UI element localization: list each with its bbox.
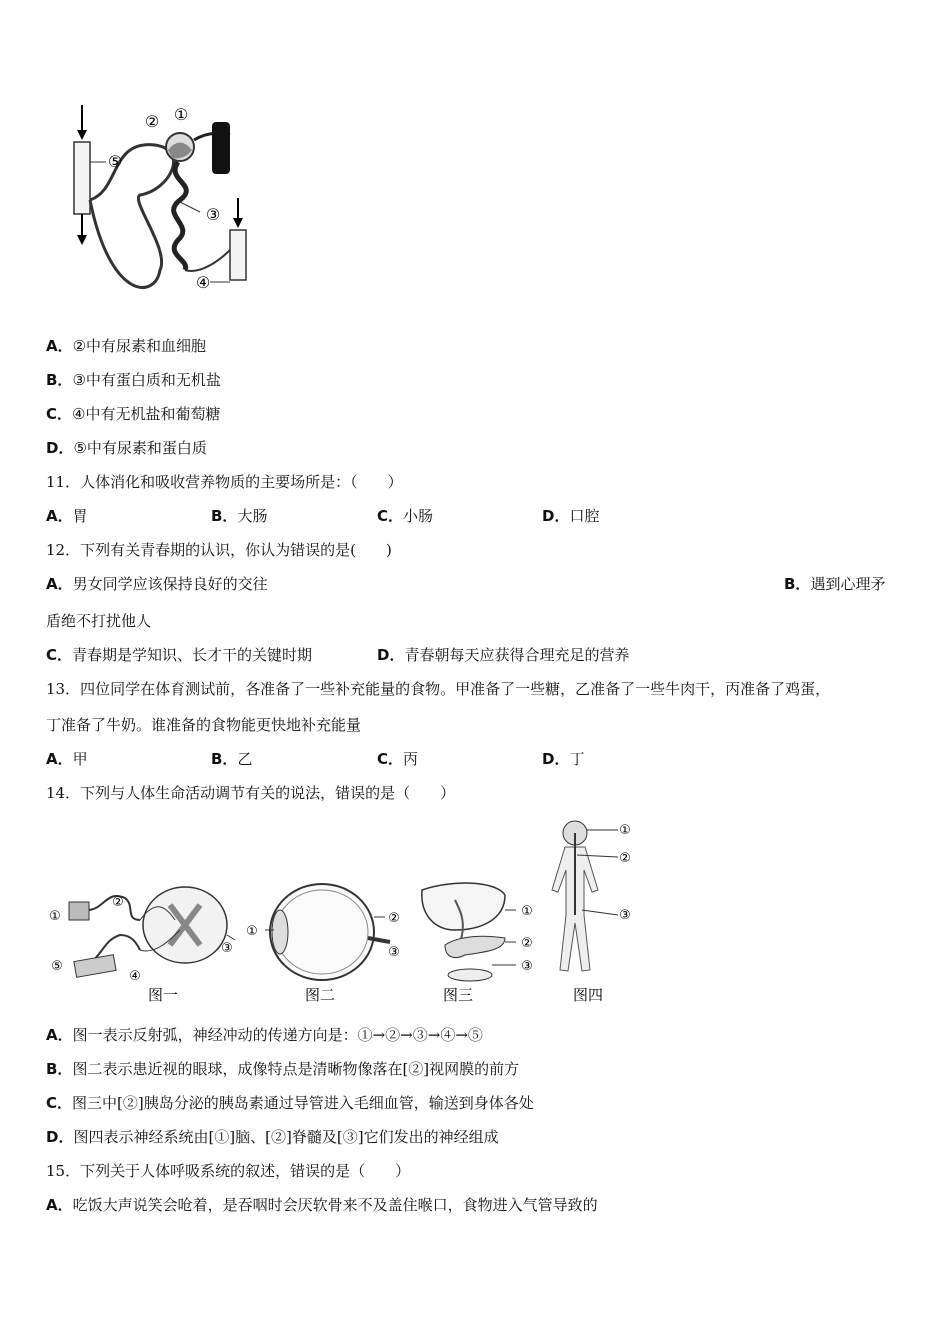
nephron-label-2 bbox=[145, 112, 159, 131]
q13-stem-line2: 丁准备了牛奶。谁准备的食物能更快地补充能量 bbox=[46, 716, 362, 734]
nephron-label-5 bbox=[108, 152, 122, 171]
figure-4-nervous-system bbox=[540, 815, 640, 1005]
svg-text:④: ④ bbox=[195, 273, 211, 292]
q15-stem: 15．下列关于人体呼吸系统的叙述，错误的是（ ） bbox=[46, 1162, 411, 1180]
q13-option-d: D．丁 bbox=[542, 750, 585, 768]
q11-option-a: A．胃 bbox=[46, 507, 88, 525]
q11-option-c: C．小肠 bbox=[377, 507, 434, 525]
svg-text:②: ② bbox=[619, 851, 631, 866]
q14-stem: 14．下列与人体生命活动调节有关的说法，错误的是（ ） bbox=[46, 784, 456, 802]
fig1-label-5 bbox=[51, 959, 63, 974]
fig1-label-3 bbox=[221, 941, 233, 956]
fig4-label-1 bbox=[619, 823, 631, 838]
q10-option-c: C．④中有无机盐和葡萄糖 bbox=[46, 405, 221, 423]
svg-text:图二: 图二 bbox=[304, 986, 336, 1004]
q12-option-a: A．男女同学应该保持良好的交往 bbox=[46, 575, 268, 593]
figure-1-reflex-arc bbox=[45, 880, 240, 1005]
figure-2-eyeball bbox=[240, 880, 410, 1005]
q10-option-b: B．③中有蛋白质和无机盐 bbox=[46, 371, 221, 389]
q12-option-b-continued: 盾绝不打扰他人 bbox=[46, 612, 152, 630]
q11-stem: 11．人体消化和吸收营养物质的主要场所是：（ ） bbox=[46, 473, 403, 491]
q15-option-a: A．吃饭大声说笑会呛着，是吞咽时会厌软骨来不及盖住喉口，食物进入气管导致的 bbox=[46, 1196, 598, 1214]
q14-option-a: A．图一表示反射弧，神经冲动的传递方向是：①→②→③→④→⑤ bbox=[46, 1026, 483, 1044]
q13-stem-line1: 13．四位同学在体育测试前，各准备了一些补充能量的食物。甲准备了一些糖，乙准备了一些牛肉干，丙准备了鸡蛋， bbox=[46, 680, 831, 698]
fig4-label-3 bbox=[619, 908, 631, 923]
nephron-label-3 bbox=[206, 205, 220, 224]
svg-text:①: ① bbox=[173, 105, 189, 124]
svg-text:①: ① bbox=[521, 904, 533, 919]
svg-text:图三: 图三 bbox=[442, 986, 474, 1004]
fig1-label-4 bbox=[129, 969, 141, 984]
svg-text:③: ③ bbox=[221, 941, 233, 956]
q14-option-c: C．图三中[②]胰岛分泌的胰岛素通过导管进入毛细血管，输送到身体各处 bbox=[46, 1094, 534, 1112]
fig4-label-2 bbox=[619, 851, 631, 866]
svg-text:④: ④ bbox=[129, 969, 141, 984]
nephron-label-1 bbox=[174, 105, 188, 124]
svg-text:①: ① bbox=[246, 924, 258, 939]
q10-option-a: A．②中有尿素和血细胞 bbox=[46, 337, 207, 355]
svg-text:①: ① bbox=[619, 823, 631, 838]
fig3-caption bbox=[443, 986, 473, 1004]
q12-option-d: D．青春朝每天应获得合理充足的营养 bbox=[377, 646, 630, 664]
q14-option-d: D．图四表示神经系统由[①]脑、[②]脊髓及[③]它们发出的神经组成 bbox=[46, 1128, 499, 1146]
svg-text:⑤: ⑤ bbox=[51, 959, 63, 974]
fig3-label-3 bbox=[521, 959, 533, 974]
svg-text:图一: 图一 bbox=[147, 986, 179, 1004]
svg-text:①: ① bbox=[49, 909, 61, 924]
fig4-caption bbox=[573, 986, 603, 1004]
fig3-label-1 bbox=[521, 904, 533, 919]
svg-text:③: ③ bbox=[205, 205, 221, 224]
svg-text:③: ③ bbox=[521, 959, 533, 974]
svg-text:②: ② bbox=[112, 895, 124, 910]
fig2-caption bbox=[305, 986, 335, 1004]
q12-option-c: C．青春期是学知识、长才干的关键时期 bbox=[46, 646, 313, 664]
q12-option-b: B．遇到心理矛 bbox=[784, 575, 886, 593]
svg-text:③: ③ bbox=[619, 908, 631, 923]
q13-option-a: A．甲 bbox=[46, 750, 88, 768]
fig1-caption bbox=[148, 986, 178, 1004]
fig3-label-2 bbox=[521, 936, 533, 951]
q13-option-c: C．丙 bbox=[377, 750, 419, 768]
fig2-label-1 bbox=[246, 924, 258, 939]
q13-option-b: B．乙 bbox=[211, 750, 253, 768]
fig2-label-3 bbox=[388, 945, 400, 960]
fig1-label-2 bbox=[112, 895, 124, 910]
q12-stem: 12．下列有关青春期的认识，你认为错误的是( ) bbox=[46, 541, 392, 559]
svg-text:图四: 图四 bbox=[572, 986, 604, 1004]
figure-3-pancreas bbox=[410, 880, 540, 1005]
nephron-diagram bbox=[60, 100, 280, 310]
nephron-label-4 bbox=[196, 273, 210, 292]
fig2-label-2 bbox=[388, 911, 400, 926]
svg-text:③: ③ bbox=[388, 945, 400, 960]
svg-text:②: ② bbox=[144, 112, 160, 131]
q14-option-b: B．图二表示患近视的眼球，成像特点是清晰物像落在[②]视网膜的前方 bbox=[46, 1060, 520, 1078]
svg-text:②: ② bbox=[521, 936, 533, 951]
q11-option-d: D．口腔 bbox=[542, 507, 600, 525]
svg-text:⑤: ⑤ bbox=[107, 152, 123, 171]
svg-text:②: ② bbox=[388, 911, 400, 926]
q11-option-b: B．大肠 bbox=[211, 507, 268, 525]
q10-option-d: D．⑤中有尿素和蛋白质 bbox=[46, 439, 207, 457]
fig1-label-1 bbox=[49, 909, 61, 924]
